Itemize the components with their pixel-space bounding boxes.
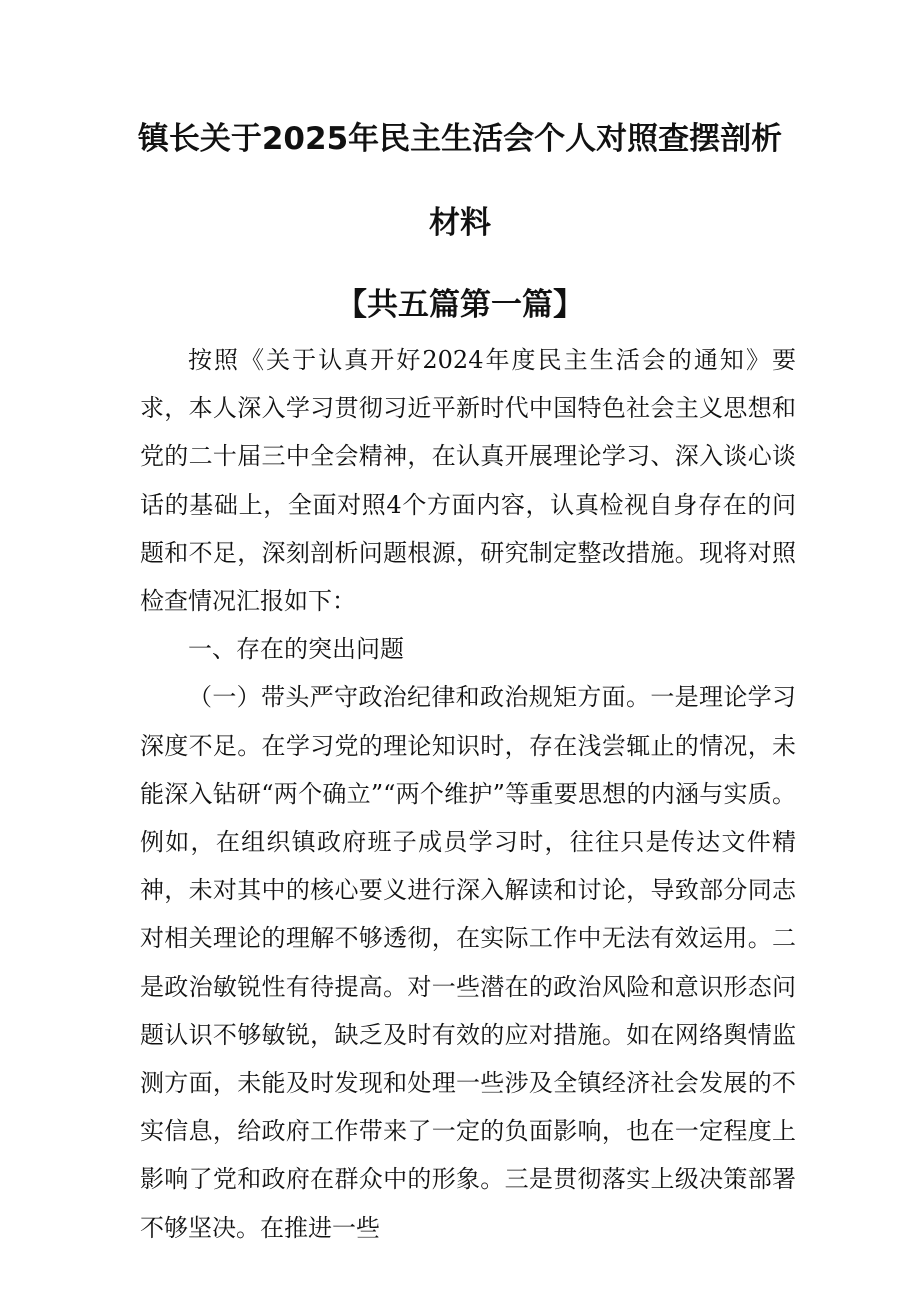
section-heading-problems: 一、存在的突出问题	[188, 635, 404, 664]
document-title-line-2: 材料	[429, 205, 491, 241]
document-subtitle: 【共五篇第一篇】	[336, 287, 584, 323]
document-title-line-1: 镇长关于2025年民主生活会个人对照查摆剖析	[137, 121, 783, 157]
document-body	[140, 336, 796, 1252]
paragraph-political-discipline: （一）带头严守政治纪律和政治规矩方面。一是理论学习深度不足。在学习党的理论知识时，存在浅尝辄止的情况，未能深入钻研“两个确立”“两个维护”等重要思想的内涵与实质。例如，在组织镇政府班子成员学习时，往往只是传达文件精神，未对其中的核心要义进行深入解读和讨论，导致部分同志对相关理论的理解不够透彻，在实际工作中无法有效运用。二是政治敏锐性有待提高。对一些潜在的政治风险和意识形态问题认识不够敏锐，缺乏及时有效的应对措施。如在网络舆情监测方面，未能及时发现和处理一些涉及全镇经济社会发展的不实信息，给政府工作带来了一定的负面影响，也在一定程度上影响了党和政府在群众中的形象。三是贯彻落实上级决策部署不够坚决。在推进一些	[140, 683, 796, 1242]
paragraph-intro: 按照《关于认真开好2024年度民主生活会的通知》要求，本人深入学习贯彻习近平新时代中国特色社会主义思想和党的二十届三中全会精神，在认真开展理论学习、深入谈心谈话的基础上，全面对照4个方面内容，认真检视自身存在的问题和不足，深刻剖析问题根源，研究制定整改措施。现将对照检查情况汇报如下：	[140, 346, 796, 616]
